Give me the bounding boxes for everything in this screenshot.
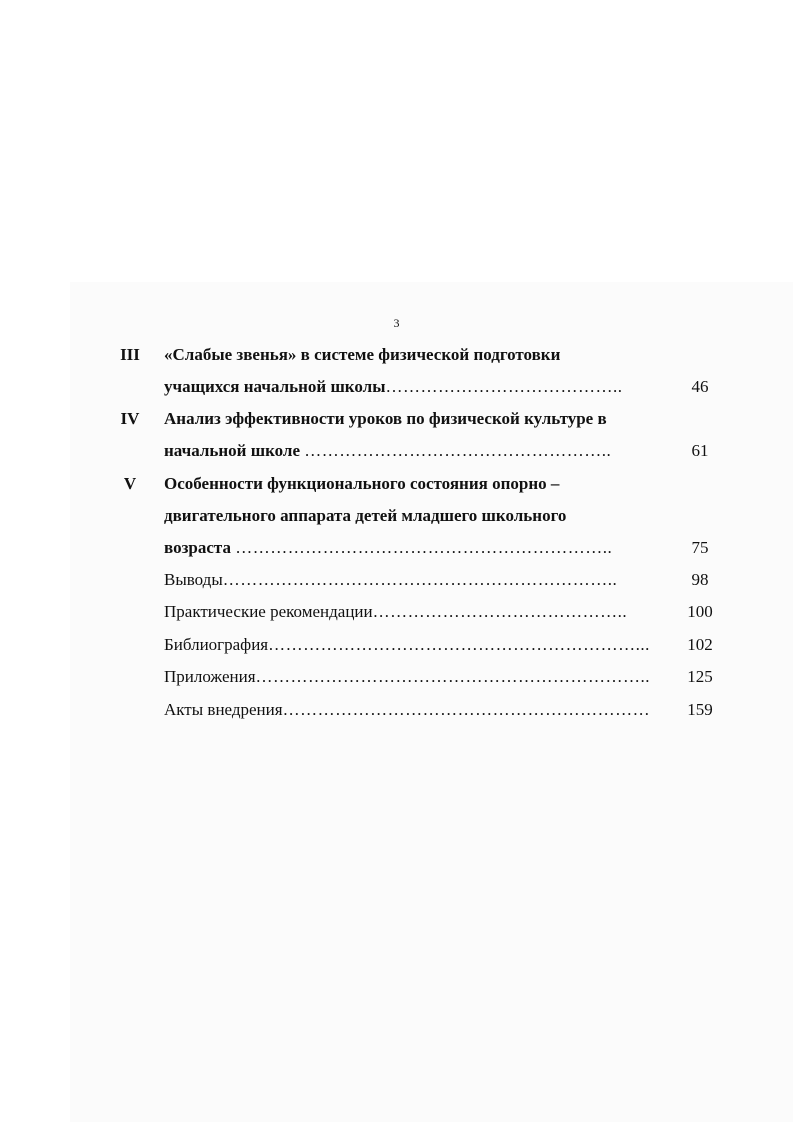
toc-entry-conclusions: [0, 567, 793, 593]
leader-dots: ……………………………………..: [372, 602, 628, 621]
section-title-text: Акты внедрения: [164, 700, 283, 719]
chapter-title-line: [164, 438, 684, 464]
chapter-title-line: двигательного аппарата детей младшего школьного: [164, 506, 567, 525]
page-ref: 98: [691, 570, 709, 589]
toc-entry-chapter-5: [0, 471, 793, 497]
leader-dots: ………………………………………………………: [282, 700, 651, 719]
page-ref: 125: [687, 667, 713, 686]
leader-dots: ………………………………………………………...: [268, 635, 650, 654]
chapter-title-text: возраста: [164, 538, 236, 557]
toc-entry-chapter-3: [0, 342, 793, 368]
leader-dots: ………………………………………………………..: [235, 538, 613, 557]
toc-entry-chapter-3-continued: [0, 374, 793, 400]
chapter-numeral: V: [123, 474, 137, 493]
leader-dots: ……………………………………………..: [304, 441, 612, 460]
chapter-title-line: [164, 374, 684, 400]
chapter-title-line: Особенности функционального состояния опорно –: [164, 474, 560, 493]
section-title-line: [164, 567, 684, 593]
page-ref: 102: [687, 635, 713, 654]
page-ref: 46: [691, 377, 709, 396]
section-title-text: Приложения: [164, 667, 256, 686]
toc-entry-chapter-5-end: [0, 535, 793, 561]
chapter-title-text: учащихся начальной школы: [164, 377, 386, 396]
toc-entry-chapter-4-continued: [0, 438, 793, 464]
chapter-title-line: [164, 535, 684, 561]
page-ref: 61: [691, 441, 709, 460]
page-ref: 100: [687, 602, 713, 621]
section-title-text: Выводы: [164, 570, 223, 589]
leader-dots: …………………………………………………………..: [222, 570, 618, 589]
toc-entry-implementation-acts: [0, 697, 793, 723]
leader-dots: …………………………………..: [385, 377, 623, 396]
page-ref: 75: [691, 538, 709, 557]
section-title-line: [164, 697, 684, 723]
section-title-text: Библиография: [164, 635, 269, 654]
toc-entry-appendices: [0, 664, 793, 690]
section-title-text: Практические рекомендации: [164, 602, 373, 621]
page-ref: 159: [687, 700, 713, 719]
page-number: 3: [393, 316, 400, 330]
toc-entry-chapter-5-continued: [0, 503, 793, 529]
chapter-numeral: IV: [120, 409, 140, 428]
chapter-title-line: «Слабые звенья» в системе физической подготовки: [164, 345, 561, 364]
chapter-numeral: III: [120, 345, 140, 364]
section-title-line: [164, 664, 684, 690]
section-title-line: [164, 599, 684, 625]
chapter-title-text: начальной школе: [164, 441, 305, 460]
leader-dots: …………………………………………………………..: [255, 667, 651, 686]
toc-entry-recommendations: [0, 599, 793, 625]
section-title-line: [164, 632, 684, 658]
toc-entry-bibliography: [0, 632, 793, 658]
toc-entry-chapter-4: [0, 406, 793, 432]
chapter-title-line: Анализ эффективности уроков по физической культуре в: [164, 409, 607, 428]
